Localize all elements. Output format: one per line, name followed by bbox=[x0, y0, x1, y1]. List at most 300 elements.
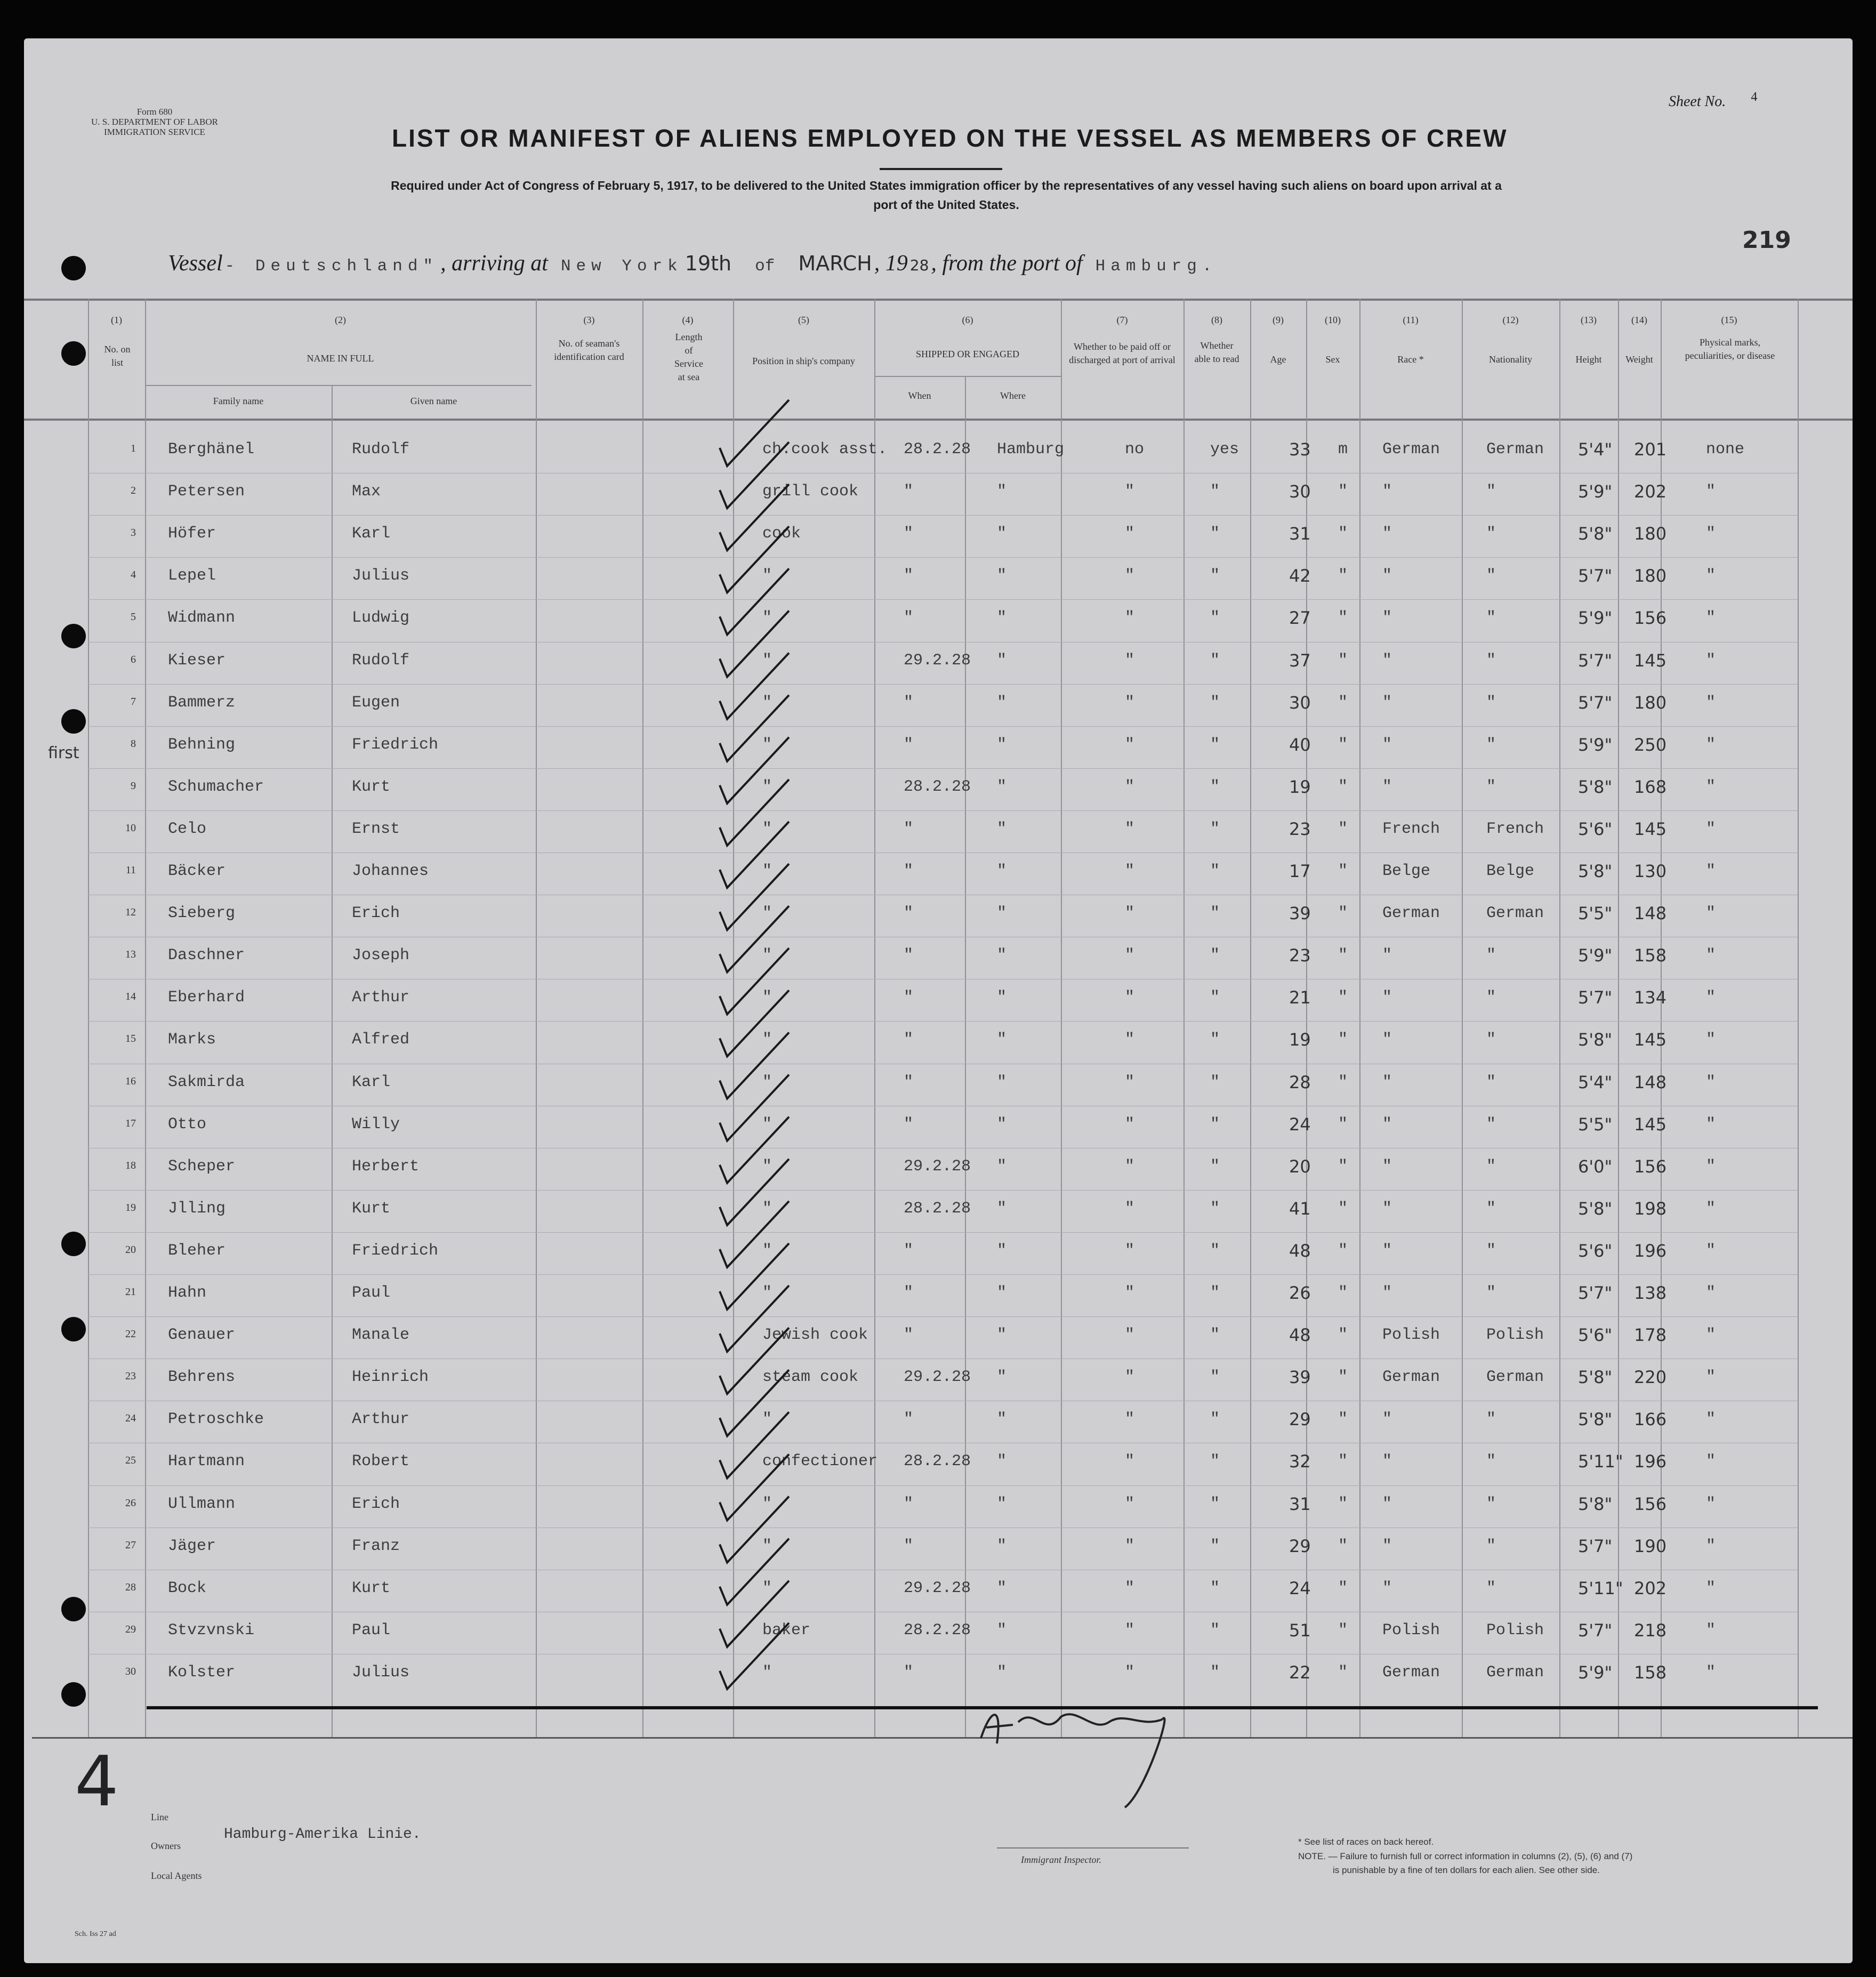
cell-paid: " bbox=[1125, 483, 1135, 501]
cell-family: Höfer bbox=[168, 525, 216, 543]
col-15-number: (15) bbox=[1721, 315, 1737, 325]
margin-note: first bbox=[48, 744, 79, 762]
col-divider bbox=[1061, 299, 1062, 1738]
cell-height: 5'8" bbox=[1578, 1030, 1613, 1050]
cell-no: 4 bbox=[131, 569, 136, 581]
cell-where: " bbox=[997, 1157, 1007, 1176]
cell-nat: " bbox=[1486, 651, 1496, 670]
cell-read: " bbox=[1210, 946, 1220, 965]
cell-height: 5'9" bbox=[1578, 1662, 1613, 1683]
cell-age: 27 bbox=[1289, 608, 1311, 629]
binder-hole bbox=[61, 256, 86, 280]
cell-given: Rudolf bbox=[352, 651, 410, 670]
row-rule bbox=[88, 1021, 1798, 1022]
cell-marks: " bbox=[1706, 988, 1716, 1007]
cell-no: 10 bbox=[125, 822, 136, 834]
cell-position: " bbox=[762, 1537, 772, 1555]
col-divider bbox=[88, 299, 89, 1738]
cell-sex: " bbox=[1338, 1157, 1348, 1176]
col-divider bbox=[1183, 299, 1185, 1738]
col-6-number: (6) bbox=[962, 315, 973, 325]
cell-nat: " bbox=[1486, 693, 1496, 712]
subtitle-line-2: port of the United States. bbox=[873, 198, 1019, 212]
cell-given: Joseph bbox=[352, 946, 410, 965]
cell-sex: " bbox=[1338, 609, 1348, 628]
cell-sex: " bbox=[1338, 693, 1348, 712]
cell-no: 20 bbox=[125, 1243, 136, 1256]
cell-weight: 145 bbox=[1634, 650, 1667, 671]
cell-sex: " bbox=[1338, 1663, 1348, 1682]
cell-sex: " bbox=[1338, 1326, 1348, 1345]
cell-read: " bbox=[1210, 567, 1220, 585]
cell-family: Berghänel bbox=[168, 440, 255, 459]
cell-race: German bbox=[1382, 440, 1440, 459]
cell-given: Herbert bbox=[352, 1157, 420, 1176]
cell-where: " bbox=[997, 735, 1007, 754]
cell-race: " bbox=[1382, 567, 1392, 585]
cell-position: " bbox=[762, 735, 772, 754]
cell-given: Willy bbox=[352, 1115, 400, 1134]
cell-position: " bbox=[762, 1031, 772, 1049]
cell-race: " bbox=[1382, 1579, 1392, 1597]
cell-weight: 134 bbox=[1634, 987, 1667, 1008]
cell-marks: " bbox=[1706, 1368, 1716, 1387]
cell-when: " bbox=[904, 1284, 914, 1302]
cell-family: Otto bbox=[168, 1115, 207, 1134]
cell-height: 5'8" bbox=[1578, 1367, 1613, 1388]
cell-marks: " bbox=[1706, 1579, 1716, 1597]
col-divider bbox=[1798, 299, 1799, 1738]
cell-paid: " bbox=[1125, 988, 1135, 1007]
cell-nat: " bbox=[1486, 1073, 1496, 1091]
cell-height: 5'8" bbox=[1578, 861, 1613, 881]
col-14-header: Weight bbox=[1625, 354, 1653, 365]
cell-read: " bbox=[1210, 819, 1220, 838]
cell-race: " bbox=[1382, 1284, 1392, 1302]
col-9-number: (9) bbox=[1273, 315, 1284, 325]
cell-paid: " bbox=[1125, 735, 1135, 754]
cell-when: " bbox=[904, 1326, 914, 1345]
cell-nat: " bbox=[1486, 1031, 1496, 1049]
cell-marks: " bbox=[1706, 651, 1716, 670]
agents-label: Local Agents bbox=[151, 1870, 202, 1881]
cell-nat: " bbox=[1486, 609, 1496, 628]
cell-race: German bbox=[1382, 904, 1440, 923]
cell-where: " bbox=[997, 1579, 1007, 1597]
cell-where: " bbox=[997, 567, 1007, 585]
cell-position: " bbox=[762, 567, 772, 585]
cell-paid: " bbox=[1125, 1326, 1135, 1345]
cell-sex: " bbox=[1338, 1241, 1348, 1260]
cell-given: Robert bbox=[352, 1452, 410, 1471]
cell-when: " bbox=[904, 1115, 914, 1134]
cell-weight: 250 bbox=[1634, 734, 1667, 755]
cell-height: 5'9" bbox=[1578, 945, 1613, 966]
cell-where: " bbox=[997, 819, 1007, 838]
col-4-number: (4) bbox=[682, 315, 694, 325]
cell-family: Sakmirda bbox=[168, 1073, 245, 1091]
cell-sex: " bbox=[1338, 862, 1348, 880]
cell-age: 24 bbox=[1289, 1114, 1311, 1135]
row-rule bbox=[88, 1274, 1798, 1275]
cell-paid: " bbox=[1125, 1284, 1135, 1302]
cell-nat: French bbox=[1486, 819, 1544, 838]
cell-family: Daschner bbox=[168, 946, 245, 965]
cell-age: 48 bbox=[1289, 1325, 1311, 1346]
cell-marks: " bbox=[1706, 946, 1716, 965]
cell-where: Hamburg bbox=[997, 440, 1065, 459]
cell-given: Eugen bbox=[352, 693, 400, 712]
cell-paid: " bbox=[1125, 525, 1135, 543]
cell-weight: 156 bbox=[1634, 1156, 1667, 1177]
cell-nat: " bbox=[1486, 1494, 1496, 1513]
cell-when: " bbox=[904, 862, 914, 880]
cell-when: " bbox=[904, 1073, 914, 1091]
cell-marks: " bbox=[1706, 483, 1716, 501]
row-rule bbox=[88, 810, 1798, 811]
cell-age: 30 bbox=[1289, 481, 1311, 502]
department: U. S. DEPARTMENT OF LABOR bbox=[91, 117, 218, 127]
cell-position: " bbox=[762, 862, 772, 880]
col-5-header: Position in ship's company bbox=[752, 356, 855, 366]
cell-height: 5'8" bbox=[1578, 1493, 1613, 1514]
cell-race: Polish bbox=[1382, 1621, 1440, 1640]
cell-position: baker bbox=[762, 1621, 811, 1640]
cell-race: " bbox=[1382, 1115, 1392, 1134]
subtitle bbox=[107, 176, 1786, 214]
cell-read: " bbox=[1210, 1452, 1220, 1471]
cell-no: 29 bbox=[125, 1623, 136, 1635]
col-2-number: (2) bbox=[335, 315, 346, 325]
cell-read: " bbox=[1210, 988, 1220, 1007]
cell-no: 25 bbox=[125, 1454, 136, 1467]
cell-given: Rudolf bbox=[352, 440, 410, 459]
cell-when: " bbox=[904, 567, 914, 585]
cell-height: 5'4" bbox=[1578, 439, 1613, 460]
cell-nat: " bbox=[1486, 735, 1496, 754]
cell-family: Eberhard bbox=[168, 988, 245, 1007]
cell-nat: Polish bbox=[1486, 1326, 1544, 1345]
cell-marks: " bbox=[1706, 1494, 1716, 1513]
cell-nat: " bbox=[1486, 1115, 1496, 1134]
col-1-number: (1) bbox=[111, 315, 122, 325]
cell-family: Jäger bbox=[168, 1537, 216, 1555]
cell-age: 20 bbox=[1289, 1156, 1311, 1177]
cell-when: 28.2.28 bbox=[904, 1199, 971, 1218]
cell-family: Ullmann bbox=[168, 1494, 236, 1513]
cell-marks: " bbox=[1706, 862, 1716, 880]
cell-when: " bbox=[904, 735, 914, 754]
cell-where: " bbox=[997, 1537, 1007, 1555]
cell-age: 39 bbox=[1289, 1367, 1311, 1388]
row-rule bbox=[88, 726, 1798, 727]
cell-sex: " bbox=[1338, 567, 1348, 585]
cell-marks: " bbox=[1706, 1199, 1716, 1218]
cell-where: " bbox=[997, 777, 1007, 796]
row-rule bbox=[88, 557, 1798, 558]
cell-nat: German bbox=[1486, 440, 1544, 459]
cell-family: Bäcker bbox=[168, 862, 226, 880]
cell-weight: 138 bbox=[1634, 1283, 1667, 1303]
col-divider bbox=[1250, 299, 1251, 1738]
cell-paid: " bbox=[1125, 904, 1135, 923]
cell-paid: " bbox=[1125, 1452, 1135, 1471]
cell-paid: " bbox=[1125, 862, 1135, 880]
cell-family: Hartmann bbox=[168, 1452, 245, 1471]
cell-sex: " bbox=[1338, 1199, 1348, 1218]
cell-read: " bbox=[1210, 1410, 1220, 1429]
cell-weight: 145 bbox=[1634, 1114, 1667, 1135]
cell-sex: " bbox=[1338, 904, 1348, 923]
name-split-rule bbox=[145, 385, 532, 386]
cell-weight: 130 bbox=[1634, 861, 1667, 881]
cell-no: 9 bbox=[131, 779, 136, 792]
inspector-label: Immigrant Inspector. bbox=[1021, 1854, 1101, 1865]
col-2-header: NAME IN FULL bbox=[307, 353, 374, 364]
cell-marks: " bbox=[1706, 525, 1716, 543]
cell-when: 29.2.28 bbox=[904, 1368, 971, 1387]
cell-given: Johannes bbox=[352, 862, 429, 880]
cell-weight: 196 bbox=[1634, 1451, 1667, 1472]
col-13-number: (13) bbox=[1581, 315, 1597, 325]
col-divider bbox=[332, 385, 333, 1738]
cell-read: " bbox=[1210, 862, 1220, 880]
cell-where: " bbox=[997, 651, 1007, 670]
cell-race: " bbox=[1382, 483, 1392, 501]
cell-race: " bbox=[1382, 1157, 1392, 1176]
cell-family: Hahn bbox=[168, 1284, 207, 1302]
cell-race: " bbox=[1382, 946, 1392, 965]
cell-weight: 180 bbox=[1634, 692, 1667, 713]
cell-family: Behrens bbox=[168, 1368, 236, 1387]
cell-position: " bbox=[762, 1073, 772, 1091]
col-5-number: (5) bbox=[798, 315, 809, 325]
cell-family: Bock bbox=[168, 1579, 207, 1597]
cell-when: " bbox=[904, 1410, 914, 1429]
cell-no: 14 bbox=[125, 991, 136, 1003]
cell-position: " bbox=[762, 609, 772, 628]
cell-weight: 198 bbox=[1634, 1198, 1667, 1219]
cell-no: 13 bbox=[125, 949, 136, 961]
cell-given: Karl bbox=[352, 525, 391, 543]
arrival-month: MARCH bbox=[798, 252, 872, 275]
cell-height: 5'7" bbox=[1578, 566, 1613, 586]
cell-where: " bbox=[997, 1115, 1007, 1134]
cell-height: 6'0" bbox=[1578, 1156, 1613, 1177]
cell-family: Genauer bbox=[168, 1326, 236, 1345]
owners-label: Owners bbox=[151, 1841, 181, 1851]
cell-when: " bbox=[904, 525, 914, 543]
cell-read: " bbox=[1210, 1031, 1220, 1049]
cell-nat: Belge bbox=[1486, 862, 1535, 880]
cell-no: 3 bbox=[131, 527, 136, 539]
col-divider bbox=[1618, 299, 1619, 1738]
cell-height: 5'6" bbox=[1578, 1240, 1613, 1261]
col-13-header: Height bbox=[1575, 354, 1602, 365]
cell-age: 39 bbox=[1289, 903, 1311, 924]
cell-weight: 180 bbox=[1634, 566, 1667, 586]
cell-marks: " bbox=[1706, 1326, 1716, 1345]
cell-family: Bleher bbox=[168, 1241, 226, 1260]
vessel-name: - Deutschland" bbox=[224, 257, 439, 276]
cell-sex: " bbox=[1338, 1284, 1348, 1302]
year-suffix: 28 bbox=[909, 256, 929, 274]
cell-no: 18 bbox=[125, 1159, 136, 1171]
cell-when: 29.2.28 bbox=[904, 1157, 971, 1176]
cell-where: " bbox=[997, 862, 1007, 880]
cell-age: 28 bbox=[1289, 1072, 1311, 1092]
cell-age: 23 bbox=[1289, 818, 1311, 839]
cell-marks: " bbox=[1706, 1537, 1716, 1555]
cell-when: " bbox=[904, 988, 914, 1007]
cell-where: " bbox=[997, 1284, 1007, 1302]
cell-age: 22 bbox=[1289, 1662, 1311, 1683]
cell-age: 29 bbox=[1289, 1536, 1311, 1556]
cell-height: 5'7" bbox=[1578, 692, 1613, 713]
row-rule bbox=[88, 515, 1798, 516]
cell-paid: " bbox=[1125, 1115, 1135, 1134]
cell-given: Paul bbox=[352, 1621, 391, 1640]
table-top-rule bbox=[24, 299, 1853, 301]
cell-paid: no bbox=[1125, 440, 1145, 459]
cell-no: 7 bbox=[131, 695, 136, 708]
cell-where: " bbox=[997, 525, 1007, 543]
cell-family: Widmann bbox=[168, 609, 236, 628]
cell-sex: " bbox=[1338, 1621, 1348, 1640]
cell-no: 15 bbox=[125, 1033, 136, 1045]
cell-marks: " bbox=[1706, 1284, 1716, 1302]
vessel-label: Vessel bbox=[168, 251, 223, 276]
cell-where: " bbox=[997, 1410, 1007, 1429]
cell-height: 5'7" bbox=[1578, 650, 1613, 671]
form-meta bbox=[75, 107, 235, 137]
shipped-split-rule bbox=[874, 376, 1061, 377]
col-divider bbox=[874, 299, 875, 1738]
cell-where: " bbox=[997, 1199, 1007, 1218]
cell-weight: 166 bbox=[1634, 1409, 1667, 1430]
cell-height: 5'8" bbox=[1578, 1409, 1613, 1430]
cell-read: " bbox=[1210, 1326, 1220, 1345]
cell-paid: " bbox=[1125, 1663, 1135, 1682]
cell-family: Sieberg bbox=[168, 904, 236, 923]
cell-height: 5'9" bbox=[1578, 734, 1613, 755]
cell-height: 5'6" bbox=[1578, 818, 1613, 839]
cell-no: 6 bbox=[131, 653, 136, 665]
cell-paid: " bbox=[1125, 1494, 1135, 1513]
cell-family: Kolster bbox=[168, 1663, 236, 1682]
cell-position: " bbox=[762, 1199, 772, 1218]
cell-marks: " bbox=[1706, 735, 1716, 754]
cell-nat: " bbox=[1486, 988, 1496, 1007]
cell-where: " bbox=[997, 1326, 1007, 1345]
vessel-line bbox=[168, 251, 1218, 276]
cell-race: " bbox=[1382, 1031, 1392, 1049]
col-10-number: (10) bbox=[1325, 315, 1341, 325]
cell-age: 40 bbox=[1289, 734, 1311, 755]
cell-sex: " bbox=[1338, 988, 1348, 1007]
cell-where: " bbox=[997, 693, 1007, 712]
cell-sex: " bbox=[1338, 483, 1348, 501]
cell-age: 26 bbox=[1289, 1283, 1311, 1303]
row-rule bbox=[88, 1190, 1798, 1191]
cell-family: Lepel bbox=[168, 567, 216, 585]
cell-nat: " bbox=[1486, 1537, 1496, 1555]
cell-race: " bbox=[1382, 525, 1392, 543]
cell-race: " bbox=[1382, 735, 1392, 754]
cell-marks: " bbox=[1706, 609, 1716, 628]
cell-age: 42 bbox=[1289, 566, 1311, 586]
cell-position: " bbox=[762, 904, 772, 923]
cell-race: Polish bbox=[1382, 1326, 1440, 1345]
cell-sex: " bbox=[1338, 1579, 1348, 1597]
sheet-value: 4 bbox=[1751, 90, 1758, 104]
cell-position: " bbox=[762, 1241, 772, 1260]
cell-paid: " bbox=[1125, 567, 1135, 585]
cell-nat: German bbox=[1486, 904, 1544, 923]
cell-race: " bbox=[1382, 1537, 1392, 1555]
cell-height: 5'7" bbox=[1578, 1283, 1613, 1303]
cell-paid: " bbox=[1125, 946, 1135, 965]
col-8-number: (8) bbox=[1211, 315, 1222, 325]
cell-given: Erich bbox=[352, 904, 400, 923]
cell-marks: " bbox=[1706, 1621, 1716, 1640]
form-number: Form 680 bbox=[136, 107, 173, 117]
cell-race: " bbox=[1382, 1199, 1392, 1218]
cell-given: Arthur bbox=[352, 988, 410, 1007]
cell-paid: " bbox=[1125, 1199, 1135, 1218]
cell-no: 30 bbox=[125, 1665, 136, 1677]
title-underline bbox=[880, 168, 1002, 170]
cell-family: Behning bbox=[168, 735, 236, 754]
cell-read: " bbox=[1210, 1115, 1220, 1134]
cell-nat: " bbox=[1486, 1452, 1496, 1471]
cell-height: 5'5" bbox=[1578, 903, 1613, 924]
binder-hole bbox=[61, 341, 86, 366]
cell-position: " bbox=[762, 988, 772, 1007]
cell-height: 5'7" bbox=[1578, 1620, 1613, 1641]
cell-sex: " bbox=[1338, 1115, 1348, 1134]
cell-given: Arthur bbox=[352, 1410, 410, 1429]
cell-race: " bbox=[1382, 609, 1392, 628]
cell-age: 29 bbox=[1289, 1409, 1311, 1430]
cell-no: 24 bbox=[125, 1412, 136, 1425]
page-number: 219 bbox=[1742, 227, 1791, 254]
row-rule bbox=[88, 768, 1798, 769]
cell-weight: 145 bbox=[1634, 1030, 1667, 1050]
cell-when: " bbox=[904, 1241, 914, 1260]
col-11-header: Race * bbox=[1397, 354, 1424, 365]
cell-nat: " bbox=[1486, 1241, 1496, 1260]
cell-where: " bbox=[997, 483, 1007, 501]
row-rule bbox=[88, 599, 1798, 600]
cell-read: " bbox=[1210, 1073, 1220, 1091]
col-7-number: (7) bbox=[1116, 315, 1128, 325]
cell-family: Marks bbox=[168, 1031, 216, 1049]
service: IMMIGRATION SERVICE bbox=[104, 127, 205, 137]
cell-weight: 190 bbox=[1634, 1536, 1667, 1556]
cell-read: " bbox=[1210, 904, 1220, 923]
cell-position: " bbox=[762, 693, 772, 712]
col-6a-header: When bbox=[908, 390, 931, 401]
cell-no: 2 bbox=[131, 485, 136, 497]
cell-given: Erich bbox=[352, 1494, 400, 1513]
cell-read: yes bbox=[1210, 440, 1239, 459]
subtitle-line-1: Required under Act of Congress of February 5, 1917, to be delivered to the United States immigration officer by the representatives of any vessel having such aliens on board upon arrival at a bbox=[391, 179, 1502, 192]
cell-when: " bbox=[904, 1031, 914, 1049]
arriving-port: New York bbox=[560, 257, 683, 276]
cell-where: " bbox=[997, 1663, 1007, 1682]
cell-where: " bbox=[997, 1031, 1007, 1049]
